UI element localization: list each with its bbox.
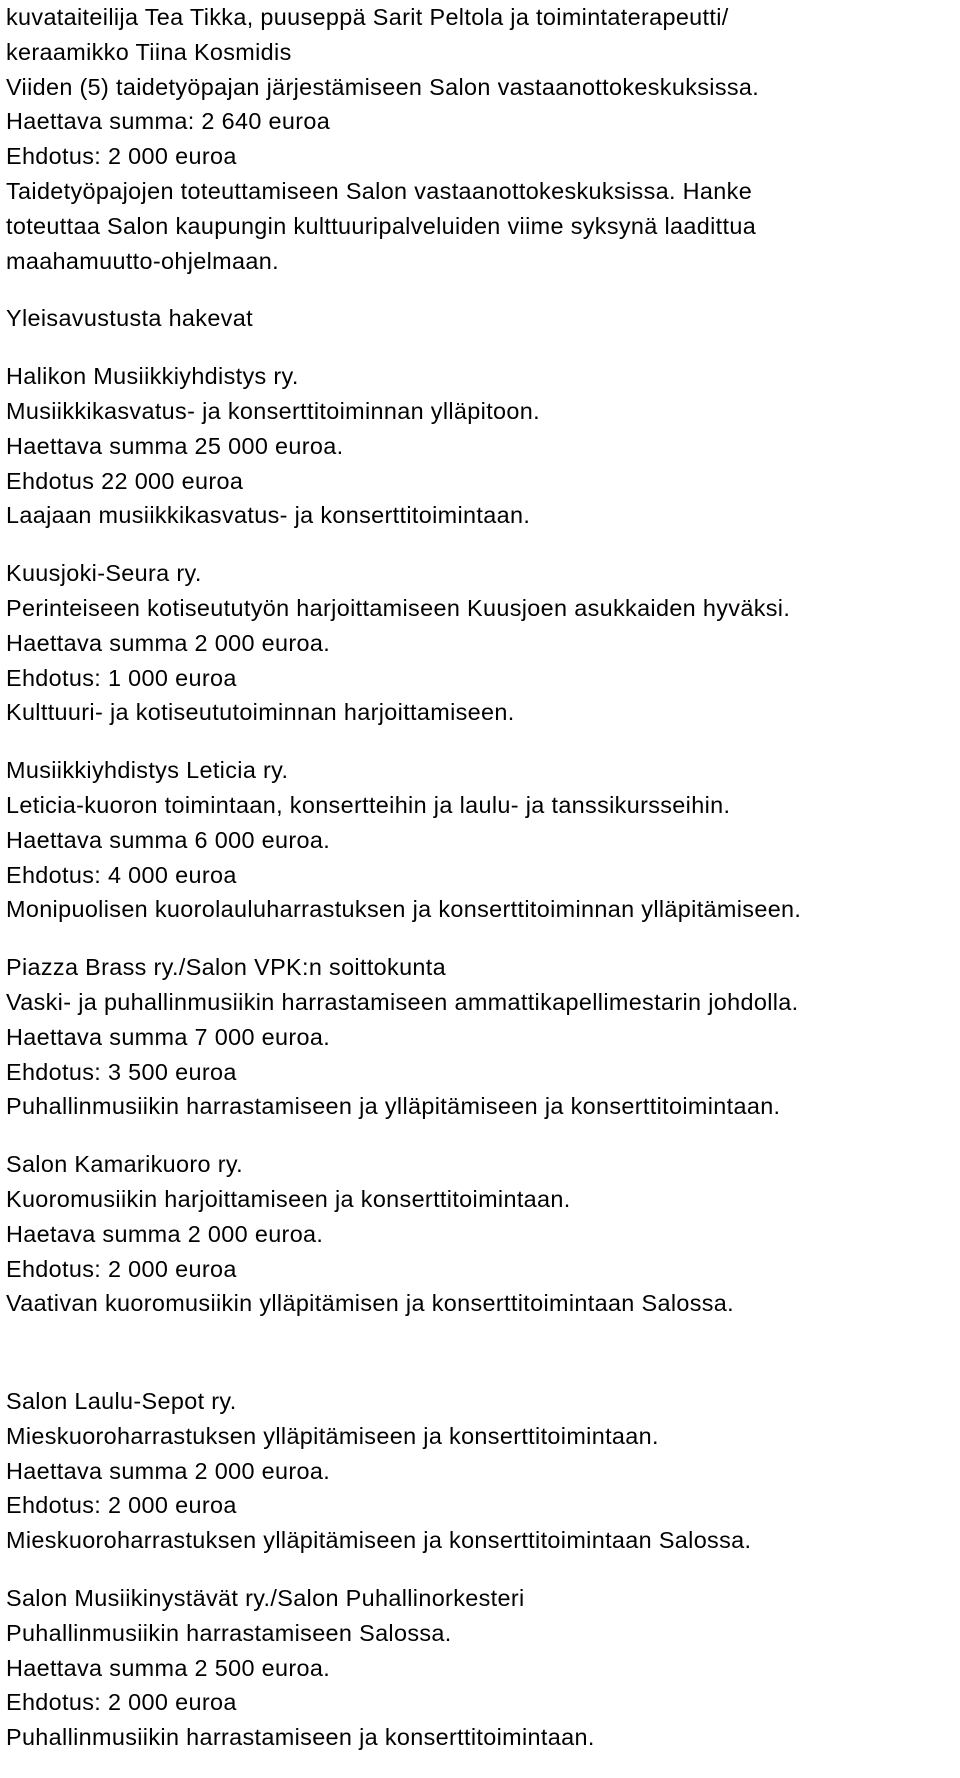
proposed-amount: Ehdotus: 3 500 euroa xyxy=(6,1058,237,1085)
applicant-purpose: Leticia-kuoron toimintaan, konsertteihin ja laulu- ja tanssikursseihin. xyxy=(6,791,731,818)
requested-amount: Haettava summa 6 000 euroa. xyxy=(6,826,331,853)
proposal-rationale: Kulttuuri- ja kotiseututoiminnan harjoittamiseen. xyxy=(6,699,515,726)
applicant-purpose: Perinteiseen kotiseututyön harjoittamiseen Kuusjoen asukkaiden hyväksi. xyxy=(6,594,791,621)
proposal-rationale: Puhallinmusiikin harrastamiseen ja konserttitoimintaan. xyxy=(6,1724,595,1751)
applicant-name: Piazza Brass ry./Salon VPK:n soittokunta xyxy=(6,954,446,981)
applicant-entry xyxy=(6,950,956,1124)
requested-amount: Haetava summa 2 000 euroa. xyxy=(6,1220,324,1247)
applicant-purpose: Vaski- ja puhallinmusiikin harrastamiseen ammattikapellimestarin johdolla. xyxy=(6,988,799,1015)
intro-block xyxy=(6,0,956,278)
intro-line: Viiden (5) taidetyöpajan järjestämiseen Salon vastaanottokeskuksissa. xyxy=(6,73,760,100)
proposal-rationale: Laajaan musiikkikasvatus- ja konserttitoimintaan. xyxy=(6,502,531,529)
proposed-amount: Ehdotus 22 000 euroa xyxy=(6,467,244,494)
applicant-entry xyxy=(6,556,956,730)
document-page xyxy=(6,0,956,1755)
proposal-rationale: Monipuolisen kuorolauluharrastuksen ja konserttitoiminnan ylläpitämiseen. xyxy=(6,896,802,923)
applicant-entry xyxy=(6,359,956,533)
requested-amount: Haettava summa 2 000 euroa. xyxy=(6,1457,331,1484)
requested-amount: Haettava summa 25 000 euroa. xyxy=(6,432,344,459)
intro-line: Ehdotus: 2 000 euroa xyxy=(6,143,237,170)
intro-line: Taidetyöpajojen toteuttamiseen Salon vastaanottokeskuksissa. Hanke xyxy=(6,177,753,204)
requested-amount: Haettava summa 7 000 euroa. xyxy=(6,1023,331,1050)
proposal-rationale: Vaativan kuoromusiikin ylläpitämisen ja konserttitoimintaan Salossa. xyxy=(6,1290,735,1317)
applicant-entry xyxy=(6,1581,956,1755)
applicant-name: Kuusjoki-Seura ry. xyxy=(6,560,202,587)
proposed-amount: Ehdotus: 2 000 euroa xyxy=(6,1689,237,1716)
applicant-entry xyxy=(6,1384,956,1558)
requested-amount: Haettava summa 2 000 euroa. xyxy=(6,629,331,656)
intro-line: kuvataiteilija Tea Tikka, puuseppä Sarit Peltola ja toimintaterapeutti/ xyxy=(6,4,729,30)
applicant-purpose: Mieskuoroharrastuksen ylläpitämiseen ja konserttitoimintaan. xyxy=(6,1422,659,1449)
applicant-name: Salon Laulu-Sepot ry. xyxy=(6,1388,237,1415)
proposal-rationale: Mieskuoroharrastuksen ylläpitämiseen ja konserttitoimintaan Salossa. xyxy=(6,1527,752,1554)
applicant-entry xyxy=(6,1147,956,1321)
proposed-amount: Ehdotus: 1 000 euroa xyxy=(6,664,237,691)
proposed-amount: Ehdotus: 2 000 euroa xyxy=(6,1255,237,1282)
applicant-purpose: Puhallinmusiikin harrastamiseen Salossa. xyxy=(6,1619,452,1646)
applicant-name: Salon Kamarikuoro ry. xyxy=(6,1151,244,1178)
requested-amount: Haettava summa 2 500 euroa. xyxy=(6,1654,331,1681)
applicant-purpose: Kuoromusiikin harjoittamiseen ja konserttitoimintaan. xyxy=(6,1185,571,1212)
section-heading: Yleisavustusta hakevat xyxy=(6,305,253,332)
intro-line: Haettava summa: 2 640 euroa xyxy=(6,108,331,135)
applicant-purpose: Musiikkikasvatus- ja konserttitoiminnan ylläpitoon. xyxy=(6,397,540,424)
applicant-name: Salon Musiikinystävät ry./Salon Puhallinorkesteri xyxy=(6,1585,525,1612)
applicant-name: Halikon Musiikkiyhdistys ry. xyxy=(6,363,299,390)
proposed-amount: Ehdotus: 4 000 euroa xyxy=(6,861,237,888)
applicant-entry xyxy=(6,753,956,927)
proposal-rationale: Puhallinmusiikin harrastamiseen ja ylläpitämiseen ja konserttitoimintaan. xyxy=(6,1093,781,1120)
intro-line: keraamikko Tiina Kosmidis xyxy=(6,38,292,65)
proposed-amount: Ehdotus: 2 000 euroa xyxy=(6,1492,237,1519)
applicant-name: Musiikkiyhdistys Leticia ry. xyxy=(6,757,289,784)
intro-line: maahamuutto-ohjelmaan. xyxy=(6,247,279,274)
intro-line: toteuttaa Salon kaupungin kulttuuripalveluiden viime syksynä laadittua xyxy=(6,212,757,239)
